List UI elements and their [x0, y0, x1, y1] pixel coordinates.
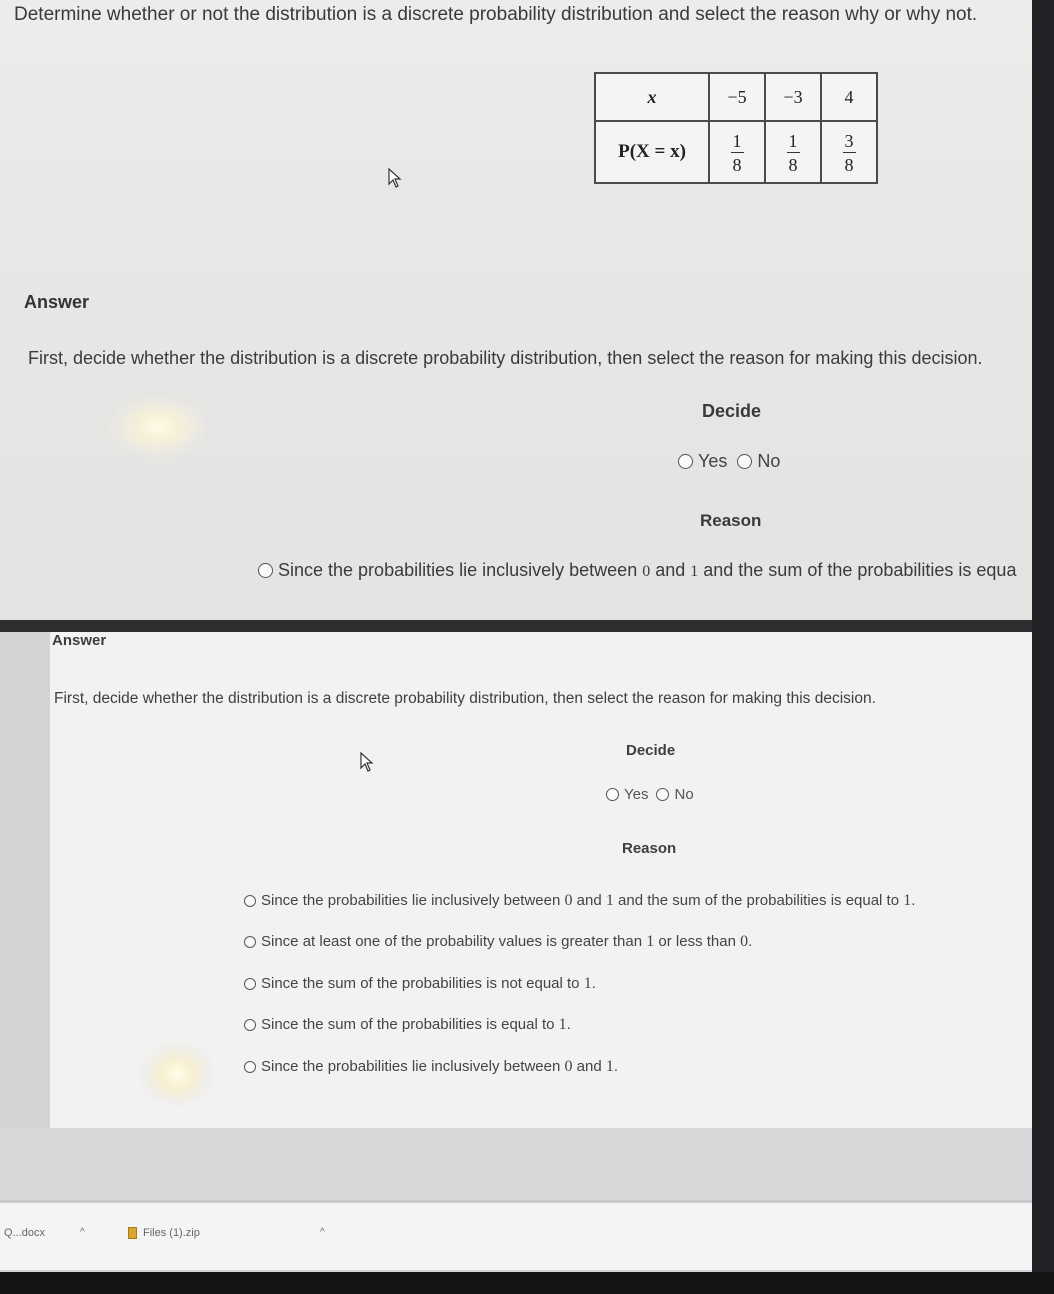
- decide-label: Decide: [626, 742, 676, 759]
- radio-circle-icon: [244, 1061, 256, 1073]
- probability-1-numerator: 1: [732, 130, 742, 151]
- bottom-gray-strip: [0, 1128, 1032, 1200]
- top-screen-panel: [0, 0, 1036, 620]
- chevron-up-icon[interactable]: ^: [80, 1227, 85, 1238]
- reason-text-part: .: [591, 974, 596, 992]
- radio-circle-icon: [656, 788, 669, 801]
- probability-header: P(X = x): [595, 121, 709, 183]
- chevron-up-icon[interactable]: ^: [320, 1227, 325, 1238]
- radio-circle-icon: [244, 1019, 256, 1031]
- reason-option-text: [261, 975, 596, 993]
- zip-file-icon: [128, 1227, 137, 1239]
- no-label: No: [757, 451, 781, 471]
- probability-3: [821, 121, 877, 183]
- decide-label: Decide: [702, 401, 762, 421]
- reason-text-part: .: [613, 1057, 619, 1075]
- reason-option-text: [261, 933, 752, 951]
- screen-glare: [138, 1040, 216, 1108]
- bottom-screen-panel: [0, 632, 1032, 1272]
- radio-circle-icon: [258, 563, 273, 578]
- math-value: 0: [564, 891, 573, 909]
- x-value-1: −5: [709, 73, 765, 121]
- x-header: x: [595, 73, 709, 121]
- reason-text-part: .: [748, 933, 753, 951]
- reason-option-text: [261, 892, 915, 910]
- reason-text-part: Since the probabilities lie inclusively between: [261, 1057, 565, 1075]
- reason-option-text: [261, 1016, 571, 1034]
- radio-circle-icon: [244, 895, 256, 907]
- math-value: 1: [646, 933, 655, 951]
- answer-label: Answer: [52, 632, 107, 649]
- reason-text-part: Since at least one of the probability values is greater than: [261, 933, 647, 951]
- no-label: No: [674, 786, 694, 803]
- yes-label: Yes: [624, 786, 649, 803]
- reason-label: Reason: [700, 511, 762, 530]
- photo-bottom-edge: [0, 1272, 1054, 1294]
- reason-text-part: .: [911, 891, 916, 909]
- decide-radio-group: [606, 786, 694, 803]
- photo-divider: [0, 620, 1036, 632]
- reason-text-part: Since the probabilities lie inclusively between: [261, 891, 565, 909]
- radio-circle-icon: [737, 454, 752, 469]
- probability-2-denominator: 8: [788, 154, 798, 175]
- instruction-text: First, decide whether the distribution is a discrete probability distribution, then select the reason for making this decision.: [28, 348, 983, 368]
- math-value: 1: [605, 1057, 614, 1075]
- probability-3-denominator: 8: [844, 154, 854, 175]
- no-radio[interactable]: [737, 451, 780, 472]
- reason-label: Reason: [622, 840, 677, 857]
- probability-1: [709, 121, 765, 183]
- math-value: 1: [903, 891, 912, 909]
- distribution-table: [594, 72, 878, 184]
- math-value: 0: [740, 933, 749, 951]
- radio-circle-icon: [244, 936, 256, 948]
- reason-text-part: and the sum of the probabilities is equal to: [613, 891, 904, 909]
- decide-radio-group: [678, 451, 780, 472]
- reason-option-2[interactable]: [244, 922, 915, 964]
- screen-glare: [108, 395, 208, 459]
- probability-2: [765, 121, 821, 183]
- download-item-2[interactable]: [128, 1227, 200, 1239]
- reason-option-4[interactable]: [244, 1005, 915, 1047]
- reason-text-part: and the sum of the probabilities is equa: [698, 560, 1017, 580]
- reason-text-part: Since the sum of the probabilities is equal to: [261, 1016, 559, 1034]
- reason-text-part: and: [650, 560, 691, 580]
- yes-radio[interactable]: [678, 451, 727, 472]
- reason-option-5[interactable]: [244, 1046, 915, 1088]
- reason-text-part: .: [566, 1016, 571, 1034]
- yes-label: Yes: [698, 451, 728, 471]
- math-zero: 0: [642, 563, 651, 580]
- reason-text-part: and: [572, 891, 606, 909]
- no-radio[interactable]: [656, 786, 693, 803]
- reason-options: [244, 880, 915, 1088]
- reason-option-1[interactable]: [244, 880, 915, 922]
- reason-option-1[interactable]: [258, 560, 1036, 581]
- probability-3-numerator: 3: [844, 130, 854, 151]
- probability-2-numerator: 1: [788, 130, 798, 151]
- math-value: 1: [558, 1016, 567, 1034]
- question-text: Determine whether or not the distribution is a discrete probability distribution and select the reason why or why not.: [14, 4, 978, 25]
- reason-option-text: [278, 560, 1016, 581]
- photo-right-edge: [1032, 0, 1054, 1294]
- reason-text-part: or less than: [654, 933, 741, 951]
- radio-circle-icon: [244, 978, 256, 990]
- instruction-text: First, decide whether the distribution is a discrete probability distribution, then select the reason for making this decision.: [54, 690, 876, 707]
- download-item-2-label: Files (1).zip: [143, 1227, 200, 1239]
- radio-circle-icon: [606, 788, 619, 801]
- probability-1-denominator: 8: [732, 154, 742, 175]
- math-value: 1: [583, 974, 592, 992]
- yes-radio[interactable]: [606, 786, 648, 803]
- download-bar: [0, 1200, 1032, 1270]
- download-item-1[interactable]: [4, 1227, 45, 1239]
- download-item-1-label: Q...docx: [4, 1227, 45, 1239]
- radio-circle-icon: [678, 454, 693, 469]
- reason-text-part: and: [572, 1057, 606, 1075]
- math-value: 0: [564, 1057, 573, 1075]
- x-value-2: −3: [765, 73, 821, 121]
- reason-option-text: [261, 1058, 618, 1076]
- mouse-cursor-icon: [388, 168, 402, 188]
- reason-option-3[interactable]: [244, 963, 915, 1005]
- reason-text-part: Since the sum of the probabilities is not equal to: [261, 974, 584, 992]
- reason-text-part: Since the probabilities lie inclusively between: [278, 560, 643, 580]
- answer-label: Answer: [24, 292, 90, 312]
- x-value-3: 4: [821, 73, 877, 121]
- math-one: 1: [690, 563, 699, 580]
- math-value: 1: [605, 891, 614, 909]
- mouse-cursor-icon: [360, 752, 374, 772]
